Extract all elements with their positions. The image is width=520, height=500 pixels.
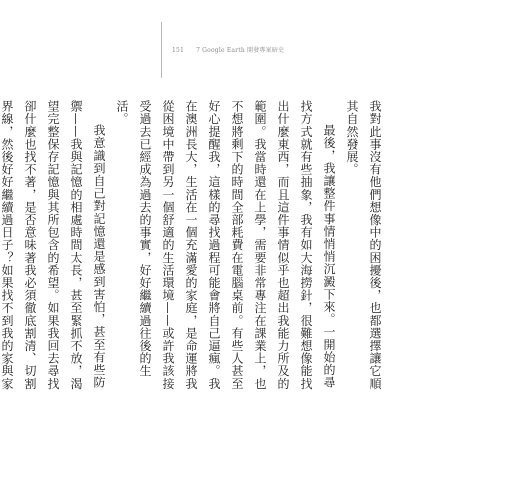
page-number: 151 [172, 47, 185, 54]
running-title: 7 Google Earth 開發專案暗史 [196, 47, 285, 54]
paragraph: 最後，我讓整件事情悄悄沉澱下來。一開始的尋找方式就有些抽象，我有如大海撈針，很難想像能找出什麼東西，而且這件事情似乎也超出我能力所及的範圍。我當時還在上學，需要非常專注在課業上，也不想將剩下的時間全部耗費在電腦桌前。有些人甚至好心提醒我，這樣的尋找過程可能會將自己逼瘋。我在澳洲長大，生活在一個充滿愛的家庭，是命運將我從困境中帶到另一個舒適的生活環境——或許我該接受過去已經成為過去的事實，好好繼續過往後的生活。 [115, 100, 336, 390]
paragraph: 我對此事沒有他們想像中的困擾後，也都選擇讓它順其自然發展。 [345, 100, 382, 390]
body-text [0, 100, 386, 400]
paragraph: 我意識到自己對記憶還是感到害怕，甚至有些防禦——我與記憶的相處時間太長，甚至緊抓不放，渴望完整保存記憶與其所包含的希望。如果我回去尋找卻什麼也找不著，是否意味著我必須徹底割清、切割界線，然後好好繼續過日子？如果找不到我的家與家 [0, 100, 106, 390]
running-header [172, 45, 284, 54]
header-divider [161, 22, 162, 78]
